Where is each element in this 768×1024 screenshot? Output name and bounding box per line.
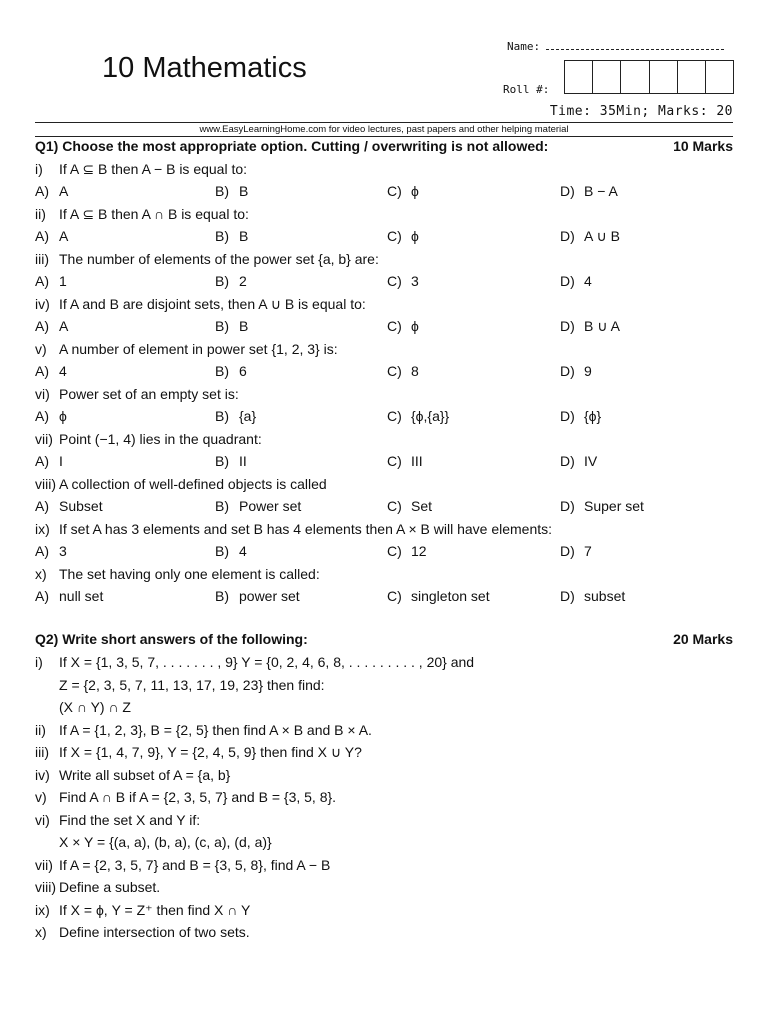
mcq-option[interactable] [387, 273, 419, 289]
question-text: If X = {1, 3, 5, 7, . . . . . . . , 9} Y = {0, 2, 4, 6, 8, . . . . . . . . . , 20} and [59, 654, 475, 670]
option-text: 4 [239, 543, 247, 559]
question-number: i) [35, 160, 43, 177]
mcq-option[interactable] [215, 183, 248, 199]
mcq-question [35, 386, 733, 402]
name-label: Name: [507, 40, 541, 53]
mcq-question [35, 296, 733, 313]
mcq-option[interactable] [35, 543, 67, 559]
option-letter: A) [35, 273, 49, 289]
option-text: 4 [584, 273, 592, 289]
roll-digit-box[interactable] [706, 61, 733, 93]
question-number: ix) [35, 901, 50, 918]
option-text: B [239, 228, 249, 244]
mcq-option[interactable] [560, 318, 620, 335]
short-question [35, 879, 733, 895]
mcq-option[interactable] [387, 228, 419, 244]
option-text: null set [59, 588, 104, 604]
option-letter: D) [560, 588, 575, 604]
mcq-option[interactable] [35, 318, 68, 334]
time-and-marks: Time: 35Min; Marks: 20 [549, 104, 733, 119]
question-text: Z = {2, 3, 5, 7, 11, 13, 17, 19, 23} then find: [59, 676, 325, 693]
option-text: A [59, 318, 69, 334]
q1-heading-row [35, 138, 733, 154]
option-letter: B) [215, 453, 229, 469]
option-text: 6 [239, 363, 247, 379]
option-letter: D) [560, 318, 575, 334]
mcq-option[interactable] [35, 363, 67, 379]
mcq-options-row [35, 498, 733, 518]
mcq-option[interactable] [35, 408, 67, 424]
option-letter: C) [387, 408, 402, 424]
mcq-option[interactable] [560, 273, 592, 289]
option-text: B − A [584, 183, 618, 199]
option-letter: B) [215, 588, 229, 604]
question-number: i) [35, 654, 43, 670]
mcq-option[interactable] [560, 498, 644, 514]
question-text: If A = {2, 3, 5, 7} and B = {3, 5, 8}, find A − B [59, 856, 331, 873]
question-number: iv) [35, 766, 50, 783]
option-letter: A) [35, 543, 49, 559]
page-title: 10 Mathematics [102, 52, 307, 84]
short-question-continued [35, 699, 733, 715]
question-text: If X = ϕ, Y = Z⁺ then find X ∩ Y [59, 901, 251, 918]
short-question [35, 722, 733, 738]
mcq-option[interactable] [35, 228, 68, 244]
question-text: Write all subset of A = {a, b} [59, 766, 231, 783]
question-number: iii) [35, 250, 49, 267]
option-text: ϕ [59, 408, 67, 424]
mcq-option[interactable] [387, 498, 432, 514]
short-question-continued [35, 677, 733, 693]
option-text: B ∪ A [584, 318, 620, 334]
question-number: ix) [35, 520, 50, 537]
option-text: A [59, 183, 69, 199]
option-text: 3 [411, 273, 419, 289]
option-text: Super set [584, 498, 644, 514]
option-letter: B) [215, 183, 229, 199]
option-letter: D) [560, 453, 575, 469]
option-letter: A) [35, 183, 49, 199]
question-text: X × Y = {(a, a), (b, a), (c, a), (d, a)} [59, 834, 272, 850]
question-text: (X ∩ Y) ∩ Z [59, 699, 131, 715]
option-letter: B) [215, 543, 229, 559]
option-text: 8 [411, 363, 419, 379]
question-text: If A = {1, 2, 3}, B = {2, 5} then find A × B and B × A. [59, 721, 372, 738]
mcq-question [35, 251, 733, 267]
option-letter: D) [560, 498, 575, 514]
question-number: vi) [35, 385, 50, 402]
question-text: Find A ∩ B if A = {2, 3, 5, 7} and B = {3, 5, 8}. [59, 789, 337, 805]
question-number: vii) [35, 430, 53, 447]
mcq-option[interactable] [560, 183, 618, 199]
option-letter: C) [387, 363, 402, 379]
short-question [35, 857, 733, 873]
option-text: power set [239, 588, 300, 604]
option-text: A [59, 228, 69, 244]
option-text: A ∪ B [584, 228, 620, 244]
mcq-question [35, 476, 733, 492]
option-text: singleton set [411, 588, 490, 604]
option-text: II [239, 453, 247, 469]
question-text: Define a subset. [59, 879, 161, 895]
short-question [35, 902, 733, 919]
option-text: IV [584, 453, 598, 469]
option-letter: C) [387, 453, 402, 469]
question-text: If A ⊆ B then A − B is equal to: [59, 160, 248, 177]
website-banner: www.EasyLearningHome.com for video lectures, past papers and other helping material [199, 124, 569, 135]
option-letter: B) [215, 363, 229, 379]
q2-marks: 20 Marks [673, 631, 733, 647]
mcq-options-row [35, 543, 733, 563]
q2-heading-row [35, 631, 733, 647]
question-number: viii) [35, 879, 56, 895]
mcq-option[interactable] [560, 228, 620, 245]
option-text: {a} [239, 408, 257, 424]
option-text: Subset [59, 498, 103, 514]
roll-digit-box[interactable] [593, 61, 621, 93]
option-letter: D) [560, 363, 575, 379]
question-text: If A and B are disjoint sets, then A ∪ B is equal to: [59, 295, 366, 312]
mcq-question [35, 206, 733, 223]
question-text: If X = {1, 4, 7, 9}, Y = {2, 4, 5, 9} then find X ∪ Y? [59, 744, 362, 760]
option-text: B [239, 183, 249, 199]
option-text: ϕ [411, 318, 419, 334]
mcq-options-row [35, 363, 733, 383]
mcq-question [35, 161, 733, 178]
option-letter: D) [560, 228, 575, 244]
mcq-option[interactable] [387, 363, 419, 379]
mcq-option[interactable] [215, 543, 247, 559]
question-number: ii) [35, 721, 46, 738]
question-text: The set having only one element is called: [59, 565, 320, 582]
name-field[interactable] [507, 40, 724, 53]
option-text: 4 [59, 363, 67, 379]
option-letter: B) [215, 408, 229, 424]
mcq-option[interactable] [560, 588, 625, 604]
option-letter: C) [387, 498, 402, 514]
question-number: iv) [35, 295, 50, 312]
question-number: x) [35, 565, 47, 582]
option-letter: A) [35, 453, 49, 469]
mcq-question [35, 521, 733, 537]
mcq-options-row [35, 228, 733, 248]
question-text: If set A has 3 elements and set B has 4 elements then A × B will have elements: [59, 520, 553, 537]
mcq-option[interactable] [387, 543, 427, 559]
mcq-options-row [35, 318, 733, 338]
option-letter: C) [387, 228, 402, 244]
mcq-option[interactable] [560, 543, 592, 559]
roll-number-boxes[interactable] [564, 60, 734, 94]
question-number: vii) [35, 856, 53, 873]
mcq-option[interactable] [215, 453, 247, 469]
mcq-option[interactable] [35, 453, 63, 469]
question-number: viii) [35, 475, 56, 492]
q1-marks: 10 Marks [673, 138, 733, 154]
short-question [35, 812, 733, 828]
option-letter: C) [387, 183, 402, 199]
divider-top [35, 122, 733, 123]
question-number: v) [35, 340, 47, 357]
option-letter: B) [215, 273, 229, 289]
option-text: Set [411, 498, 433, 514]
mcq-option[interactable] [215, 588, 300, 604]
option-letter: C) [387, 543, 402, 559]
question-number: iii) [35, 744, 49, 760]
option-letter: C) [387, 318, 402, 334]
mcq-question [35, 566, 733, 582]
option-letter: D) [560, 543, 575, 559]
option-text: subset [584, 588, 626, 604]
question-text: Define intersection of two sets. [59, 924, 250, 940]
roll-digit-box[interactable] [678, 61, 706, 93]
mcq-option[interactable] [560, 453, 597, 469]
mcq-option[interactable] [215, 408, 256, 424]
short-question [35, 744, 733, 761]
mcq-option[interactable] [560, 363, 592, 379]
option-text: ϕ [411, 228, 419, 244]
mcq-options-row [35, 183, 733, 203]
question-text: A number of element in power set {1, 2, 3} is: [59, 340, 338, 357]
option-letter: D) [560, 273, 575, 289]
mcq-options-row [35, 588, 733, 608]
roll-number-label: Roll #: [503, 83, 550, 96]
mcq-question [35, 431, 733, 447]
option-letter: A) [35, 363, 49, 379]
question-text: Point (−1, 4) lies in the quadrant: [59, 430, 262, 447]
mcq-option[interactable] [387, 408, 449, 424]
mcq-options-row [35, 453, 733, 473]
option-text: 7 [584, 543, 592, 559]
question-number: ii) [35, 205, 46, 222]
mcq-option[interactable] [215, 498, 301, 514]
mcq-option[interactable] [35, 183, 68, 199]
mcq-option[interactable] [387, 318, 419, 334]
short-question [35, 789, 733, 805]
option-text: 1 [59, 273, 67, 289]
mcq-option[interactable] [387, 588, 490, 604]
option-letter: A) [35, 408, 49, 424]
mcq-option[interactable] [215, 318, 248, 334]
mcq-option[interactable] [560, 408, 601, 424]
mcq-option[interactable] [387, 453, 423, 469]
mcq-options-row [35, 273, 733, 293]
option-letter: B) [215, 318, 229, 334]
option-text: 12 [411, 543, 427, 559]
question-text: If A ⊆ B then A ∩ B is equal to: [59, 205, 249, 222]
name-blank-line [546, 41, 724, 50]
mcq-options-row [35, 408, 733, 428]
question-text: Power set of an empty set is: [59, 385, 239, 402]
question-text: The number of elements of the power set {a, b} are: [59, 250, 379, 267]
option-letter: B) [215, 498, 229, 514]
mcq-option[interactable] [215, 228, 248, 244]
option-letter: C) [387, 273, 402, 289]
option-letter: A) [35, 588, 49, 604]
question-number: v) [35, 789, 47, 805]
option-text: 3 [59, 543, 67, 559]
mcq-option[interactable] [387, 183, 419, 199]
option-letter: B) [215, 228, 229, 244]
mcq-question [35, 341, 733, 357]
option-text: ϕ [411, 183, 419, 199]
option-letter: A) [35, 318, 49, 334]
question-number: x) [35, 924, 47, 940]
option-text: III [411, 453, 423, 469]
mcq-option[interactable] [215, 273, 247, 289]
roll-digit-box[interactable] [650, 61, 678, 93]
short-question-continued [35, 834, 733, 850]
short-question [35, 767, 733, 783]
option-text: {ϕ} [584, 408, 602, 424]
option-text: Power set [239, 498, 302, 514]
option-letter: C) [387, 588, 402, 604]
q1-heading: Q1) Choose the most appropriate option. Cutting / overwriting is not allowed: [35, 138, 549, 154]
mcq-option[interactable] [215, 363, 247, 379]
option-text: {ϕ,{a}} [411, 408, 450, 424]
option-text: 9 [584, 363, 592, 379]
question-number: vi) [35, 811, 50, 828]
mcq-option[interactable] [35, 588, 103, 604]
divider-bottom [35, 136, 733, 137]
question-text: A collection of well-defined objects is called [59, 475, 327, 492]
option-letter: D) [560, 408, 575, 424]
option-text: I [59, 453, 63, 469]
question-text: Find the set X and Y if: [59, 811, 201, 828]
short-question [35, 654, 733, 670]
mcq-option[interactable] [35, 498, 103, 514]
roll-digit-box[interactable] [621, 61, 649, 93]
option-letter: A) [35, 228, 49, 244]
q2-heading: Q2) Write short answers of the following: [35, 631, 308, 647]
roll-digit-box[interactable] [565, 61, 593, 93]
option-text: 2 [239, 273, 247, 289]
option-letter: A) [35, 498, 49, 514]
option-text: B [239, 318, 249, 334]
mcq-option[interactable] [35, 273, 67, 289]
short-question [35, 924, 733, 940]
option-letter: D) [560, 183, 575, 199]
